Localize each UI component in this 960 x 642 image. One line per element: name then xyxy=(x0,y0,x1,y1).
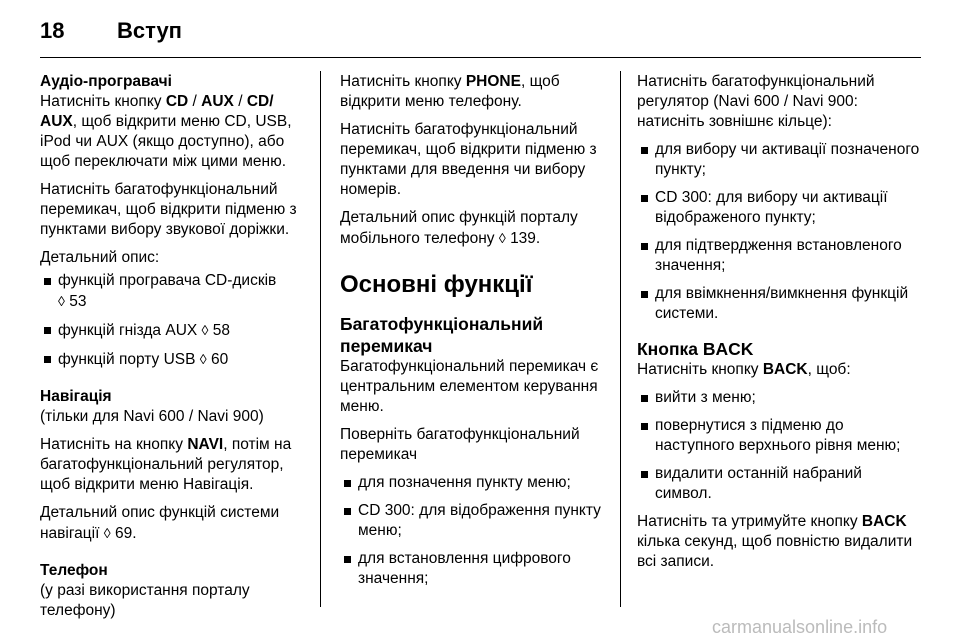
phone-paragraph-3: Натисніть багатофункціональний перемикач, щоб відкрити підменю з пунктами для введення чи вибору номерів. xyxy=(340,121,597,198)
list-item xyxy=(640,416,921,456)
bullet-icon xyxy=(44,356,51,363)
bullet-text: для вибору чи активації позначеного пункту; xyxy=(655,141,920,178)
navigation-paragraph-1: (тільки для Navi 600 / Navi 900) xyxy=(40,408,264,425)
text: кілька секунд, щоб повністю видалити всі записи. xyxy=(637,533,913,570)
bullet-text: видалити останній набраний символ. xyxy=(655,465,862,502)
bullet-text: функцій порту USB xyxy=(58,351,196,368)
navi-button-ref: NAVI xyxy=(187,436,224,453)
page-ref[interactable]: 53 xyxy=(69,293,87,310)
chapter-title: Вступ xyxy=(117,18,182,43)
list-item xyxy=(640,388,921,408)
bullet-icon xyxy=(641,291,648,298)
knob-paragraph-1: Багатофункціональний перемикач є центральним елементом керування меню. xyxy=(340,358,599,415)
column-3 xyxy=(637,72,921,572)
page-ref[interactable]: 139. xyxy=(510,230,541,247)
text: Натисніть та утримуйте кнопку xyxy=(637,513,862,530)
bullet-icon xyxy=(641,395,648,402)
list-item xyxy=(640,236,921,276)
page-ref-icon: ◊ xyxy=(58,293,65,309)
watermark: carmanualsonline.info xyxy=(712,617,888,637)
back-button-ref: BACK xyxy=(861,513,907,530)
column-divider-1 xyxy=(320,71,321,607)
text: Натисніть кнопку xyxy=(637,361,763,378)
back-button-ref: BACK xyxy=(762,361,808,378)
main-functions-heading: Основні функції xyxy=(340,271,533,298)
cd-button-ref: CD xyxy=(165,93,189,110)
list-item xyxy=(640,188,921,228)
bullet-text: CD 300: для вибору чи активації відображеного пункту; xyxy=(655,189,888,226)
bullet-text: CD 300: для відображення пункту меню; xyxy=(358,502,601,539)
phone-paragraph-1: (у разі використання порталу телефону) xyxy=(40,582,250,619)
page-number: 18 xyxy=(40,18,65,43)
text: / xyxy=(233,93,247,110)
page-ref[interactable]: 69. xyxy=(114,525,137,542)
phone-paragraph-2 xyxy=(340,72,612,112)
text: / xyxy=(188,93,202,110)
page-ref[interactable]: 60 xyxy=(211,351,229,368)
list-item xyxy=(43,349,310,370)
text: Натисніть кнопку xyxy=(40,93,166,110)
bullet-icon xyxy=(641,147,648,154)
multifunction-knob-heading: Багатофункціональний перемикач xyxy=(340,314,544,356)
bullet-icon xyxy=(344,508,351,515)
phone-paragraph-4 xyxy=(340,208,612,249)
text: Натисніть кнопку xyxy=(340,73,466,90)
bullet-icon xyxy=(641,195,648,202)
page-ref-icon: ◊ xyxy=(103,525,111,541)
back-paragraph-1 xyxy=(637,360,921,380)
page-ref-icon: ◊ xyxy=(498,230,506,246)
bullet-icon xyxy=(344,556,351,563)
navigation-heading: Навігація xyxy=(40,388,112,405)
page-ref-icon: ◊ xyxy=(201,322,209,338)
list-item xyxy=(343,549,612,589)
bullet-text: для підтвердження встановленого значення; xyxy=(655,237,902,274)
text: , щоб: xyxy=(807,361,851,378)
aux-button-ref: AUX xyxy=(201,93,234,110)
bullet-text: вийти з меню; xyxy=(655,389,756,406)
bullet-text: для встановлення цифрового значення; xyxy=(358,550,571,587)
bullet-icon xyxy=(344,480,351,487)
navigation-paragraph-3 xyxy=(40,503,310,544)
bullet-text: для позначення пункту меню; xyxy=(358,474,571,491)
text: , щоб відкрити меню CD, USB, iPod чи AUX (якщо доступно), або щоб переключати між цими меню. xyxy=(40,113,292,170)
bullet-text: для ввімкнення/вимкнення функцій системи. xyxy=(655,285,909,322)
audio-paragraph-2: Натисніть багатофункціональний перемикач, щоб відкрити підменю з пунктами вибору звукової доріжки. xyxy=(40,181,297,238)
header-rule xyxy=(40,57,921,58)
back-paragraph-2 xyxy=(637,512,921,572)
bullet-text: повернутися з підменю до наступного верхнього рівня меню; xyxy=(655,417,901,454)
bullet-text: функцій гнізда AUX xyxy=(58,322,198,339)
list-item xyxy=(640,284,921,324)
list-item xyxy=(640,140,921,180)
bullet-icon xyxy=(641,471,648,478)
list-item xyxy=(640,464,921,504)
phone-heading: Телефон xyxy=(40,562,108,579)
list-item xyxy=(343,473,612,493)
column-1 xyxy=(40,72,310,621)
cdaux-button-ref: CD/ AUX xyxy=(40,93,274,130)
knob-paragraph-3: Натисніть багатофункціональний регулятор (Navi 600 / Navi 900: натисніть зовнішнє кільце): xyxy=(637,73,875,130)
back-button-heading: Кнопка BACK xyxy=(637,339,754,359)
text: Детальний опис функцій порталу мобільного телефону xyxy=(340,209,578,247)
column-2 xyxy=(340,72,612,589)
bullet-icon xyxy=(641,243,648,250)
knob-paragraph-2: Поверніть багатофункціональний перемикач xyxy=(340,426,580,463)
text: Детальний опис функцій системи навігації xyxy=(40,504,280,542)
audio-paragraph-3: Детальний опис: xyxy=(40,249,160,266)
bullet-icon xyxy=(44,327,51,334)
column-divider-2 xyxy=(620,71,621,607)
list-item xyxy=(43,320,310,341)
bullet-icon xyxy=(641,423,648,430)
list-item xyxy=(43,271,310,312)
page-ref-icon: ◊ xyxy=(199,351,207,367)
list-item xyxy=(343,501,612,541)
text: Натисніть на кнопку xyxy=(40,436,188,453)
audio-heading: Аудіо-програвачі xyxy=(40,73,172,90)
text: , потім на багатофункціональний регулятор, щоб відкрити меню Навігація. xyxy=(40,436,292,493)
navigation-paragraph-2 xyxy=(40,435,310,495)
bullet-icon xyxy=(44,278,51,285)
text: , щоб відкрити меню телефону. xyxy=(340,73,560,110)
phone-button-ref: PHONE xyxy=(465,73,521,90)
audio-paragraph-1 xyxy=(40,92,310,172)
page-ref[interactable]: 58 xyxy=(212,322,231,339)
bullet-text: функцій програвача CD-дисків xyxy=(58,272,277,289)
